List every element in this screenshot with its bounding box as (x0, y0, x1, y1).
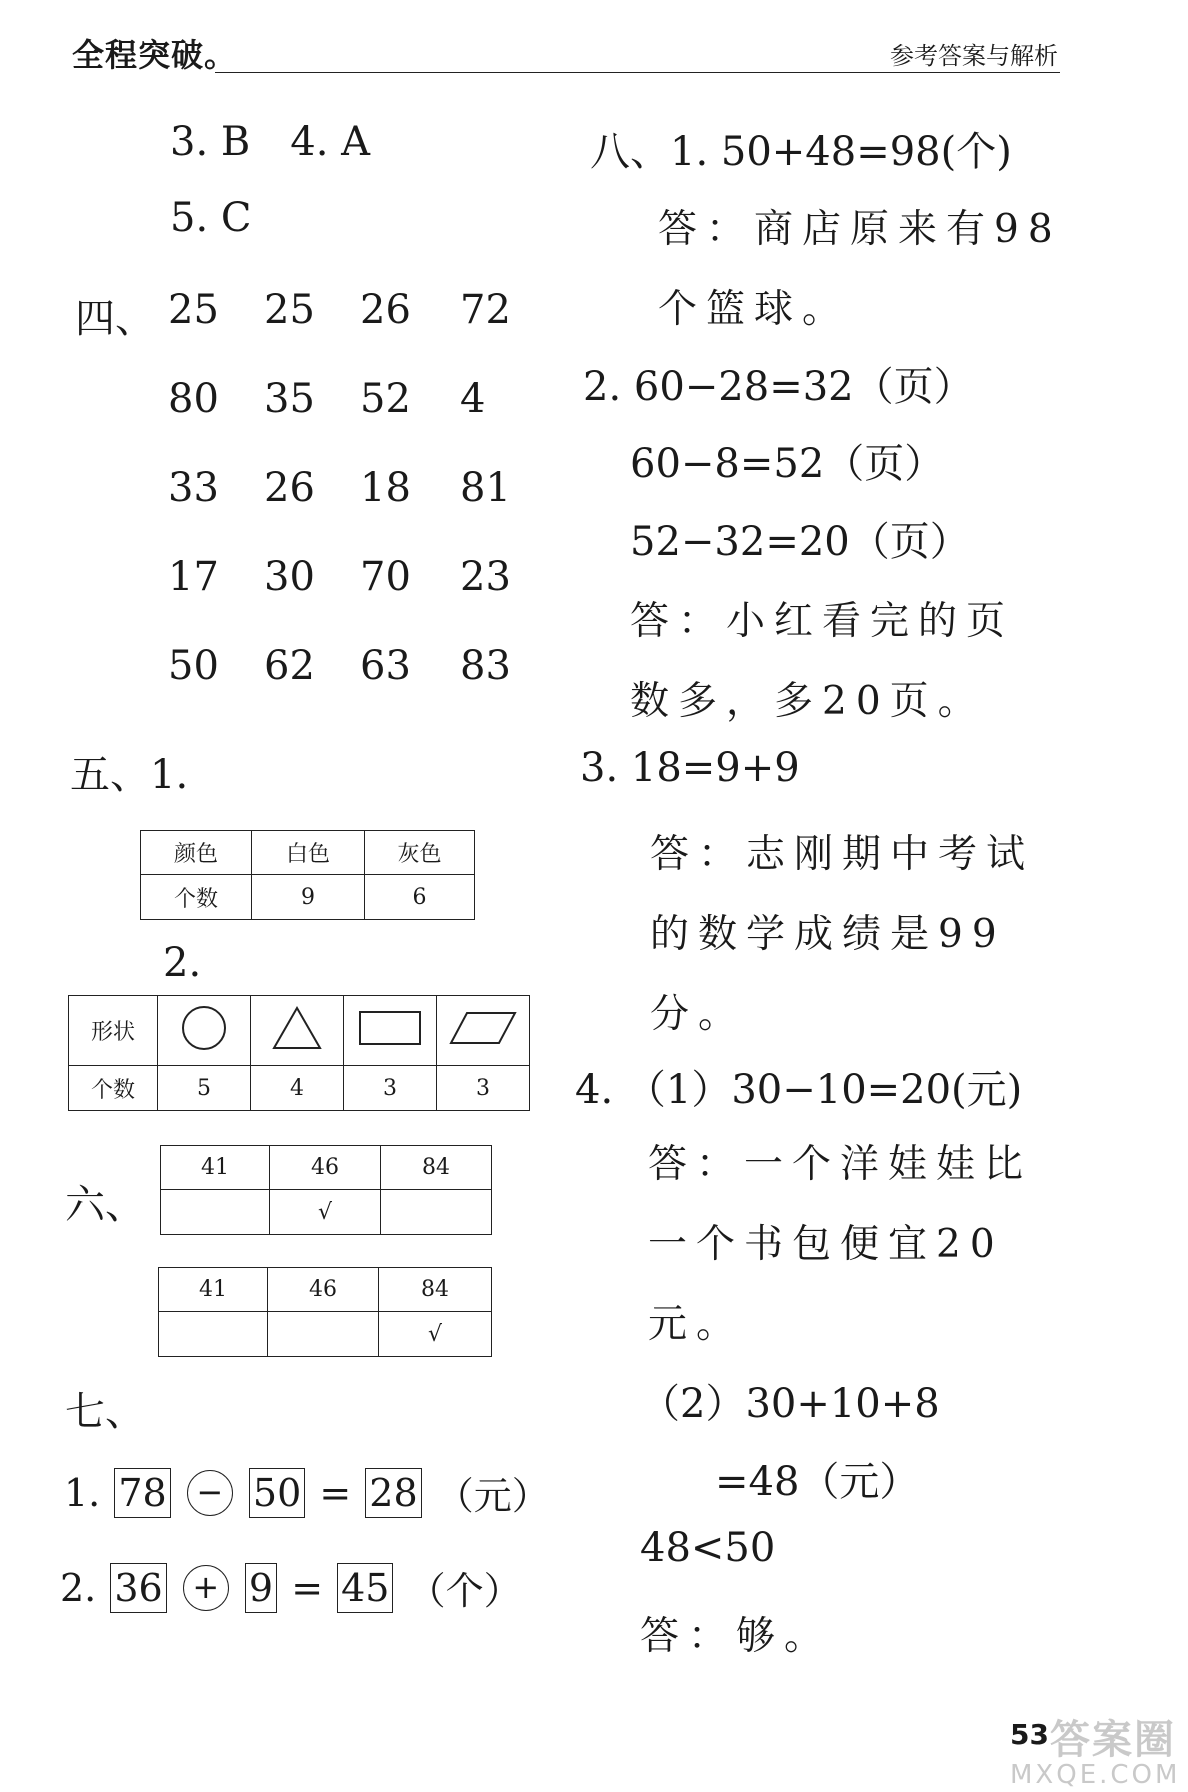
check-table-1 (160, 1145, 492, 1235)
section-8-q1: 八、1. 50+48=98(个) (590, 129, 1012, 175)
equals-sign: = (291, 1565, 324, 1610)
page-number: 53 (1010, 1718, 1049, 1751)
answer-text: 答：志刚期中考试 (650, 832, 1035, 877)
grid-number: 50 (168, 643, 219, 689)
grid-number: 17 (168, 554, 219, 600)
section-8-q4: 4. （1）30−10=20(元) (575, 1067, 1023, 1113)
operand-box: 78 (114, 1468, 170, 1518)
operand-box: 36 (110, 1563, 166, 1613)
table-cell: 个数 (69, 1066, 158, 1111)
parallelogram-icon (449, 1010, 517, 1046)
table-cell: 9 (252, 875, 365, 920)
check-cell (381, 1190, 492, 1235)
table-cell: 5 (158, 1066, 251, 1111)
unit-label: （元） (435, 1474, 550, 1518)
grid-number: 33 (168, 465, 219, 511)
grid-number: 72 (460, 287, 511, 333)
answer-3-4: 3. B 4. A (170, 119, 371, 165)
table-cell: 4 (251, 1066, 344, 1111)
calc-line: 60−8=52（页） (630, 441, 945, 487)
section-5-2-label: 2. (163, 940, 202, 986)
grid-number: 70 (360, 554, 411, 600)
check-cell (161, 1190, 270, 1235)
calc-line: （2）30+10+8 (640, 1381, 940, 1427)
answer-text: 答：小红看完的页 (630, 599, 1015, 644)
table-header: 形状 (69, 996, 158, 1066)
triangle-icon (271, 1005, 323, 1051)
equation-1 (62, 1465, 552, 1520)
grid-number: 23 (460, 554, 511, 600)
answer-5: 5. C (170, 195, 252, 241)
table-cell: 个数 (141, 875, 252, 920)
check-cell (268, 1312, 379, 1357)
table-header: 46 (268, 1268, 379, 1312)
result-box: 45 (337, 1563, 393, 1613)
calc-line: 52−32=20（页） (630, 519, 970, 565)
table-header: 灰色 (365, 831, 475, 875)
answer-text: 答：商店原来有98 (658, 207, 1062, 252)
answer-text: 答：一个洋娃娃比 (648, 1142, 1033, 1187)
check-table-2 (158, 1267, 492, 1357)
check-cell: √ (270, 1190, 381, 1235)
brand-logo-text: 全程突破。 (72, 36, 238, 74)
grid-number: 26 (360, 287, 411, 333)
grid-number: 63 (360, 643, 411, 689)
section-8-q2: 2. 60−28=32（页） (583, 364, 974, 410)
answer-text: 元。 (648, 1302, 745, 1347)
calc-line: =48（元） (715, 1459, 920, 1505)
grid-number: 80 (168, 376, 219, 422)
operand-box: 9 (245, 1563, 277, 1613)
table-header: 84 (379, 1268, 492, 1312)
operand-box: 50 (249, 1468, 305, 1518)
answer-text: 的数学成绩是99 (650, 912, 1006, 957)
grid-number: 30 (264, 554, 315, 600)
plus-sign: + (183, 1565, 229, 1611)
grid-number: 35 (264, 376, 315, 422)
section-4-label: 四、 (75, 296, 155, 342)
circle-icon (180, 1004, 228, 1052)
shape-cell (437, 996, 530, 1066)
table-header: 白色 (252, 831, 365, 875)
answer-text: 个篮球。 (658, 287, 851, 332)
table-header: 41 (159, 1268, 268, 1312)
answer-text: 一个书包便宜20 (648, 1222, 1004, 1267)
section-8-q3: 3. 18=9+9 (580, 745, 800, 791)
check-cell (159, 1312, 268, 1357)
equation-2 (58, 1560, 524, 1615)
grid-number: 26 (264, 465, 315, 511)
grid-number: 25 (168, 287, 219, 333)
table-cell: 3 (437, 1066, 530, 1111)
answer-text: 数多，多20页。 (630, 679, 986, 724)
table-header: 41 (161, 1146, 270, 1190)
section-title: 参考答案与解析 (890, 42, 1058, 70)
section-6-label: 六、 (65, 1182, 145, 1228)
table-header: 颜色 (141, 831, 252, 875)
equals-sign: = (319, 1470, 352, 1515)
table-cell: 6 (365, 875, 475, 920)
grid-number: 83 (460, 643, 511, 689)
equation-number: 1. (64, 1470, 101, 1515)
answer-text: 答：够。 (640, 1614, 833, 1659)
equation-number: 2. (60, 1565, 97, 1610)
watermark-url: MXQE.COM (1010, 1760, 1181, 1790)
check-cell: √ (379, 1312, 492, 1357)
grid-number: 52 (360, 376, 411, 422)
shape-cell (251, 996, 344, 1066)
grid-number: 18 (360, 465, 411, 511)
grid-number: 4 (460, 376, 486, 422)
watermark-logo: 答案圈 (1050, 1717, 1176, 1763)
minus-sign: − (187, 1470, 233, 1516)
table-cell: 3 (344, 1066, 437, 1111)
shape-cell (158, 996, 251, 1066)
shape-cell (344, 996, 437, 1066)
unit-label: （个） (407, 1569, 522, 1613)
header-rule (215, 72, 1060, 73)
answer-text: 分。 (650, 992, 747, 1037)
table-header: 46 (270, 1146, 381, 1190)
table-header: 84 (381, 1146, 492, 1190)
shape-count-table (68, 995, 530, 1111)
grid-number: 62 (264, 643, 315, 689)
grid-number: 81 (460, 465, 511, 511)
rectangle-icon (358, 1008, 422, 1048)
grid-number: 25 (264, 287, 315, 333)
section-7-label: 七、 (65, 1389, 145, 1435)
result-box: 28 (365, 1468, 421, 1518)
color-count-table (140, 830, 475, 920)
compare-line: 48<50 (640, 1525, 776, 1571)
section-5-label: 五、1. (70, 752, 189, 798)
